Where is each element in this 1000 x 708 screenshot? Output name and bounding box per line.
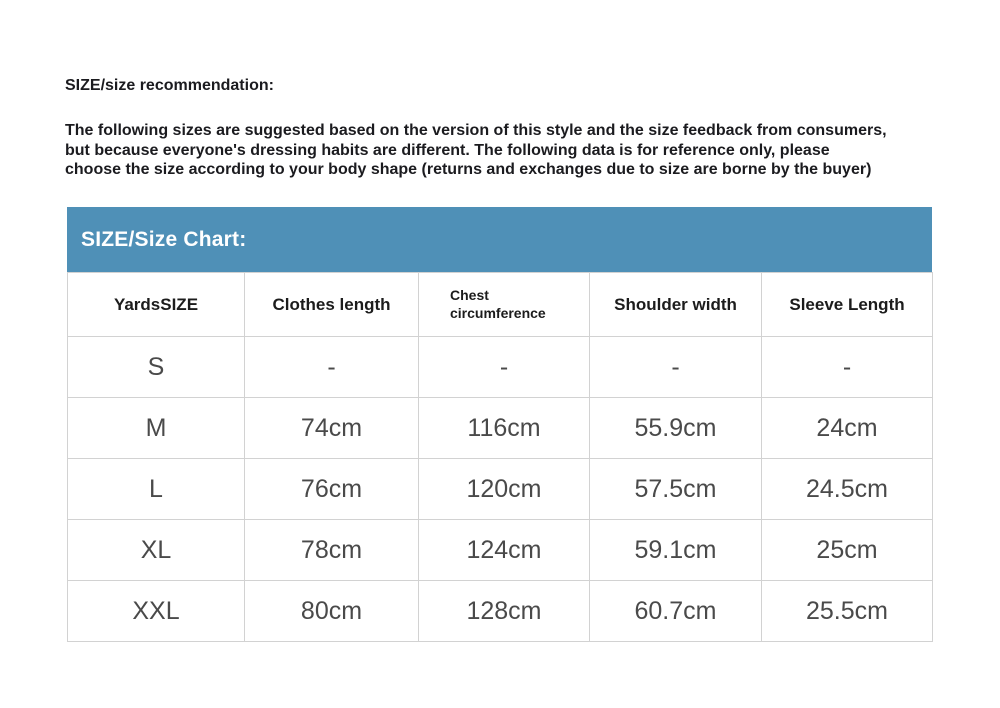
table-cell: 24.5cm [762, 459, 933, 520]
table-header-row [68, 273, 933, 337]
column-header-sleeve-length: Sleeve Length [762, 273, 933, 337]
size-table-body [68, 337, 933, 642]
table-cell: S [68, 337, 245, 398]
size-table [67, 272, 933, 642]
column-header-shoulder-width: Shoulder width [590, 273, 762, 337]
paragraph-line: The following sizes are suggested based on the version of this style and the size feedback from consumers, [65, 122, 887, 139]
paragraph-line: but because everyone's dressing habits are different. The following data is for reference only, please [65, 141, 830, 159]
size-chart-title: SIZE/Size Chart: [81, 227, 247, 251]
table-cell: L [68, 459, 245, 520]
table-cell: 59.1cm [590, 520, 762, 581]
table-cell: M [68, 398, 245, 459]
size-recommendation-paragraph [65, 121, 887, 180]
table-cell: 78cm [245, 520, 419, 581]
table-row-l [68, 459, 933, 520]
table-cell: XXL [68, 581, 245, 642]
table-row-xl [68, 520, 933, 581]
paragraph-line: choose the size according to your body shape (returns and exchanges due to size are borne by the buyer) [65, 161, 872, 178]
column-header-chest-circumference-label: Chest circumference [450, 287, 546, 321]
table-cell: - [245, 337, 419, 398]
table-row-xxl [68, 581, 933, 642]
column-header-yards-size: YardsSIZE [68, 273, 245, 337]
table-cell: XL [68, 520, 245, 581]
table-cell: 57.5cm [590, 459, 762, 520]
table-cell: 80cm [245, 581, 419, 642]
table-cell: 124cm [419, 520, 590, 581]
table-cell: 74cm [245, 398, 419, 459]
table-row-s [68, 337, 933, 398]
table-cell: 25.5cm [762, 581, 933, 642]
table-cell: 55.9cm [590, 398, 762, 459]
table-cell: 60.7cm [590, 581, 762, 642]
table-cell: 120cm [419, 459, 590, 520]
table-row-m [68, 398, 933, 459]
column-header-chest-circumference [419, 273, 590, 337]
table-cell: 128cm [419, 581, 590, 642]
table-cell: - [590, 337, 762, 398]
table-cell: 116cm [419, 398, 590, 459]
table-cell: - [419, 337, 590, 398]
table-cell: - [762, 337, 933, 398]
size-recommendation-title: SIZE/size recommendation: [65, 77, 274, 94]
size-table-head [68, 273, 933, 337]
size-chart-section [67, 207, 932, 642]
size-chart-header-bar [67, 207, 932, 272]
table-cell: 76cm [245, 459, 419, 520]
table-cell: 24cm [762, 398, 933, 459]
column-header-clothes-length: Clothes length [245, 273, 419, 337]
table-cell: 25cm [762, 520, 933, 581]
